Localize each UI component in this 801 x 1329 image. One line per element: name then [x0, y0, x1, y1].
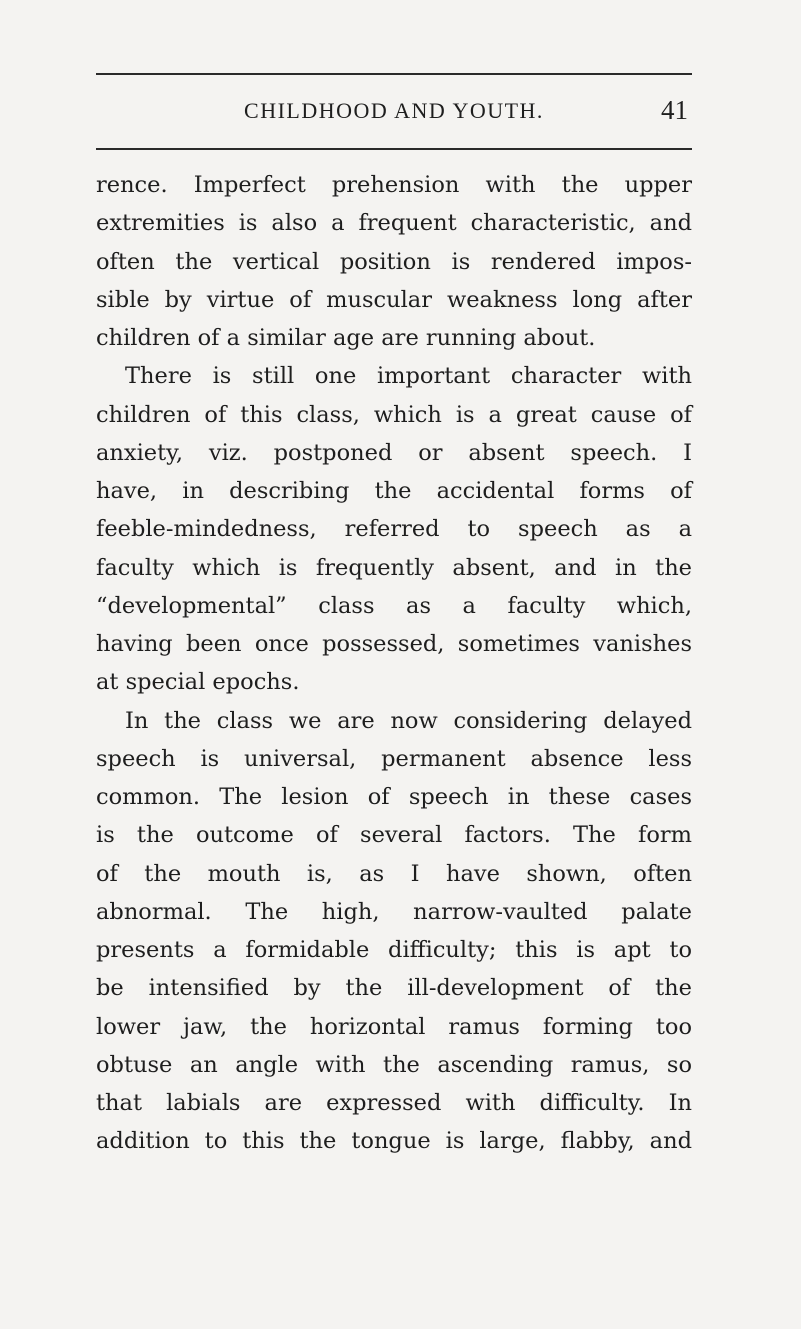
- text-line: addition to this the tongue is large, flabby, and: [96, 1128, 692, 1155]
- text-line: obtuse an angle with the ascending ramus, so: [96, 1051, 692, 1078]
- running-head: [96, 95, 692, 129]
- text-line: lower jaw, the horizontal ramus forming too: [96, 1013, 692, 1040]
- text-line: rence. Imperfect prehension with the upper: [96, 172, 692, 198]
- text-line: common. The lesion of speech in these cases: [96, 784, 692, 810]
- running-head-title: CHILDHOOD AND YOUTH.: [244, 98, 544, 123]
- text-line: faculty which is frequently absent, and in the: [96, 554, 692, 581]
- header-bottom-rule: [96, 148, 692, 150]
- paragraph: [96, 166, 692, 357]
- text-line: abnormal. The high, narrow-vaulted palate: [96, 898, 692, 925]
- text-line: that labials are expressed with difficulty. In: [96, 1090, 692, 1116]
- header-top-rule: [96, 73, 692, 75]
- text-line: have, in describing the accidental forms of: [96, 478, 692, 504]
- text-line: sible by virtue of muscular weakness long after: [96, 286, 692, 313]
- text-line: speech is universal, permanent absence less: [96, 745, 692, 772]
- text-line: In the class we are now considering delayed: [125, 707, 692, 734]
- text-line: of the mouth is, as I have shown, often: [96, 860, 692, 887]
- text-line: is the outcome of several factors. The form: [96, 822, 692, 849]
- text-line: feeble-mindedness, referred to speech as a: [96, 516, 692, 543]
- paragraph: [96, 702, 692, 1161]
- text-line: children of this class, which is a great cause of: [96, 401, 692, 428]
- text-line: There is still one important character with: [125, 363, 692, 390]
- text-line: anxiety, viz. postponed or absent speech. I: [96, 439, 692, 466]
- text-line: be intensified by the ill-development of the: [96, 975, 692, 1002]
- body-text: [96, 166, 692, 1161]
- paragraph: [96, 357, 692, 701]
- text-line: “developmental” class as a faculty which,: [96, 592, 692, 619]
- page-number: 41: [661, 95, 688, 125]
- text-line: extremities is also a frequent characteristic, and: [96, 210, 692, 237]
- text-line: presents a formidable difficulty; this is apt to: [96, 937, 692, 963]
- text-line: often the vertical position is rendered impos-: [96, 248, 692, 275]
- text-line: children of a similar age are running about.: [96, 325, 596, 351]
- text-line: at special epochs.: [96, 669, 300, 696]
- text-line: having been once possessed, sometimes vanishes: [96, 631, 692, 657]
